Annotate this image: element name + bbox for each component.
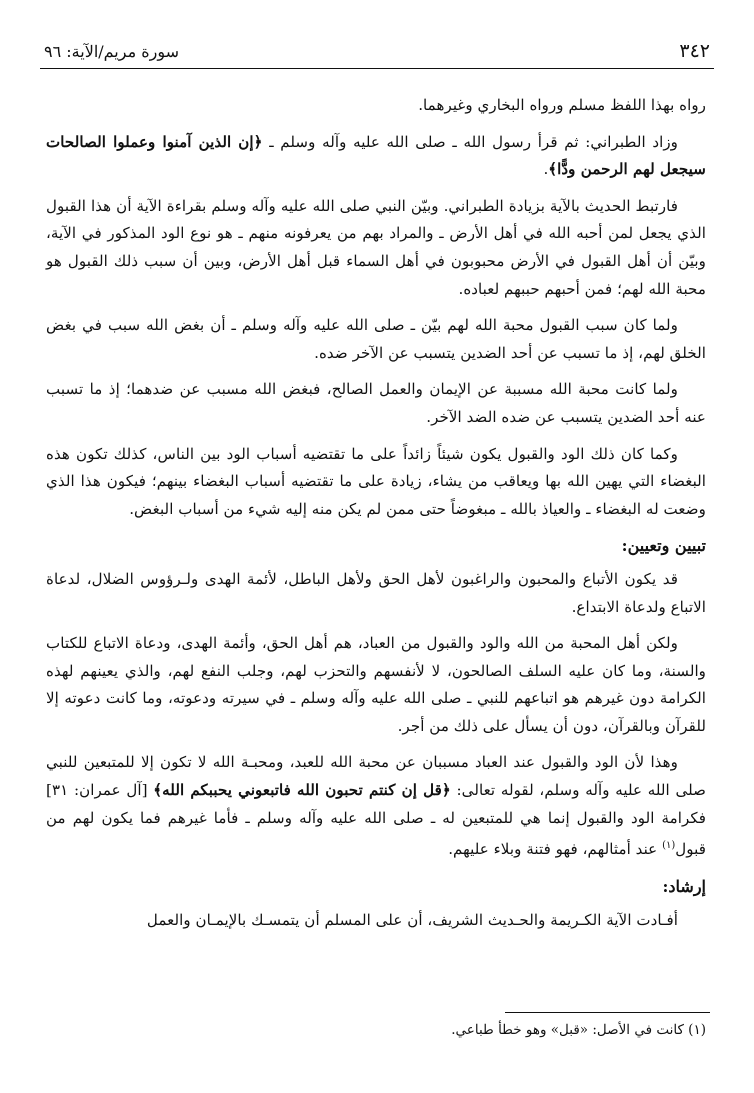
paragraph-1: رواه بهذا اللفظ مسلم ورواه البخاري وغيرهما. xyxy=(418,96,706,114)
page-header xyxy=(40,38,714,69)
paragraph-10: أفـادت الآية الكـريمة والحـديث الشريف، أن على المسلم أن يتمسـك بالإيمـان والعمل xyxy=(146,910,678,929)
heading-guidance: إرشاد: xyxy=(662,876,706,896)
paragraph-9-rest: [آل عمران: ٣١] فكرامة الود والقبول إنما هي للمتبعين له ـ صلى الله عليه وآله وسلم ـ فأما غيرهم فما يكون لهم من قبول xyxy=(46,781,706,859)
paragraph-2-end: . xyxy=(543,160,549,179)
paragraph-2 xyxy=(46,129,706,184)
paragraph-2-intro: وزاد الطبراني: ثم قرأ رسول الله ـ صلى الله عليه وآله وسلم ـ xyxy=(269,132,679,151)
paragraph-9-intro: وهذا لأن الود والقبول عند العباد مسببان عن محبة الله للعبد، ومحبـة الله لا تكون إلا للمتبعين للنبي صلى الله عليه وآله وسلم، لقوله تعالى: xyxy=(46,753,707,800)
page-body xyxy=(46,92,706,943)
section-title: سورة مريم/الآية: ٩٦ xyxy=(44,42,180,61)
paragraph-9-end: عند أمثالهم، فهو فتنة وبلاء عليهم. xyxy=(448,840,658,859)
heading-clarification: تبيين وتعيين: xyxy=(621,536,706,556)
paragraph-6: وكما كان ذلك الود والقبول يكون شيئاً زائداً على ما تقتضيه أسباب الود بين الناس، كذلك تكون هذه البغضاء التي يهين الله بها ويعاقب من يشاء، زيادة على ما تقتضيه أسباب البغضاء بينهم؛ فيكون هذا الذي وضعت له البغضاء ـ والعياذ بالله ـ مبغوضاً حتى ممن لم يكن منه إليه شيء من أسباب البغض. xyxy=(46,444,706,518)
quran-verse-2: ﴿قل إن كنتم تحبون الله فاتبعوني يحببكم الله﴾ xyxy=(153,781,451,800)
paragraph-9 xyxy=(46,749,706,863)
paragraph-8: ولكن أهل المحبة من الله والود والقبول من العباد، هم أهل الحق، وأئمة الهدى، ودعاة الاتباع للكتاب والسنة، وما كان عليه السلف الصالحون، لا لأنفسهم والتحزب لهم، وجلب النفع لهم، والذي يعينهم لهذه الكرامة دون غيرهم هو اتباعهم للنبي ـ صلى الله عليه وآله وسلم ـ في سيرته ودعوته، وما كانت دعوته إلا للقرآن وبالقرآن، دون أن يسأل على ذلك من أجر. xyxy=(46,634,706,735)
footnote-ref: (١) xyxy=(662,840,676,852)
quran-verse-1: ﴿إن الذين آمنوا وعملوا الصالحات سيجعل لهم الرحمن ودًّا﴾ xyxy=(46,132,706,179)
footnote: (١) كانت في الأصل: «قبل» وهو خطأ طباعي. xyxy=(451,1022,706,1038)
footnote-divider xyxy=(505,1012,710,1013)
paragraph-3: فارتبط الحديث بالآية بزيادة الطبراني. وبيّن النبي صلى الله عليه وآله وسلم بقراءة الآية أن هذا القبول الذي يجعل لمن أحبه الله في أهل الأرض ـ والمراد بهم من يعرفونه منهم ـ هو نوع الود المذكور في الآية، وبيّن أن أهل القبول في الأرض محبوبون في أهل السماء قبل أهل الأرض، وبين أن سبب ذلك القبول هو محبة الله لهم؛ فمن أحبهم حببهم لعباده. xyxy=(46,196,706,298)
paragraph-5: ولما كانت محبة الله مسببة عن الإيمان والعمل الصالح، فبغض الله مسبب عن ضدهما؛ إذ ما تسبب عنه أحد الضدين يتسبب عن ضده الضد الآخر. xyxy=(46,380,706,426)
page-number: ٣٤٢ xyxy=(679,40,710,62)
paragraph-7: قد يكون الأتباع والمحبون والراغبون لأهل الحق ولأهل الباطل، لأئمة الهدى ولـرؤوس الضلال، لدعاة الاتباع ولدعاة الابتداع. xyxy=(46,569,706,616)
paragraph-4: ولما كان سبب القبول محبة الله لهم بيّن ـ صلى الله عليه وآله وسلم ـ أن بغض الله سبب في بغض الخلق لهم، إذ ما تسبب عن أحد الضدين يتسبب عن الآخر ضده. xyxy=(46,316,706,362)
